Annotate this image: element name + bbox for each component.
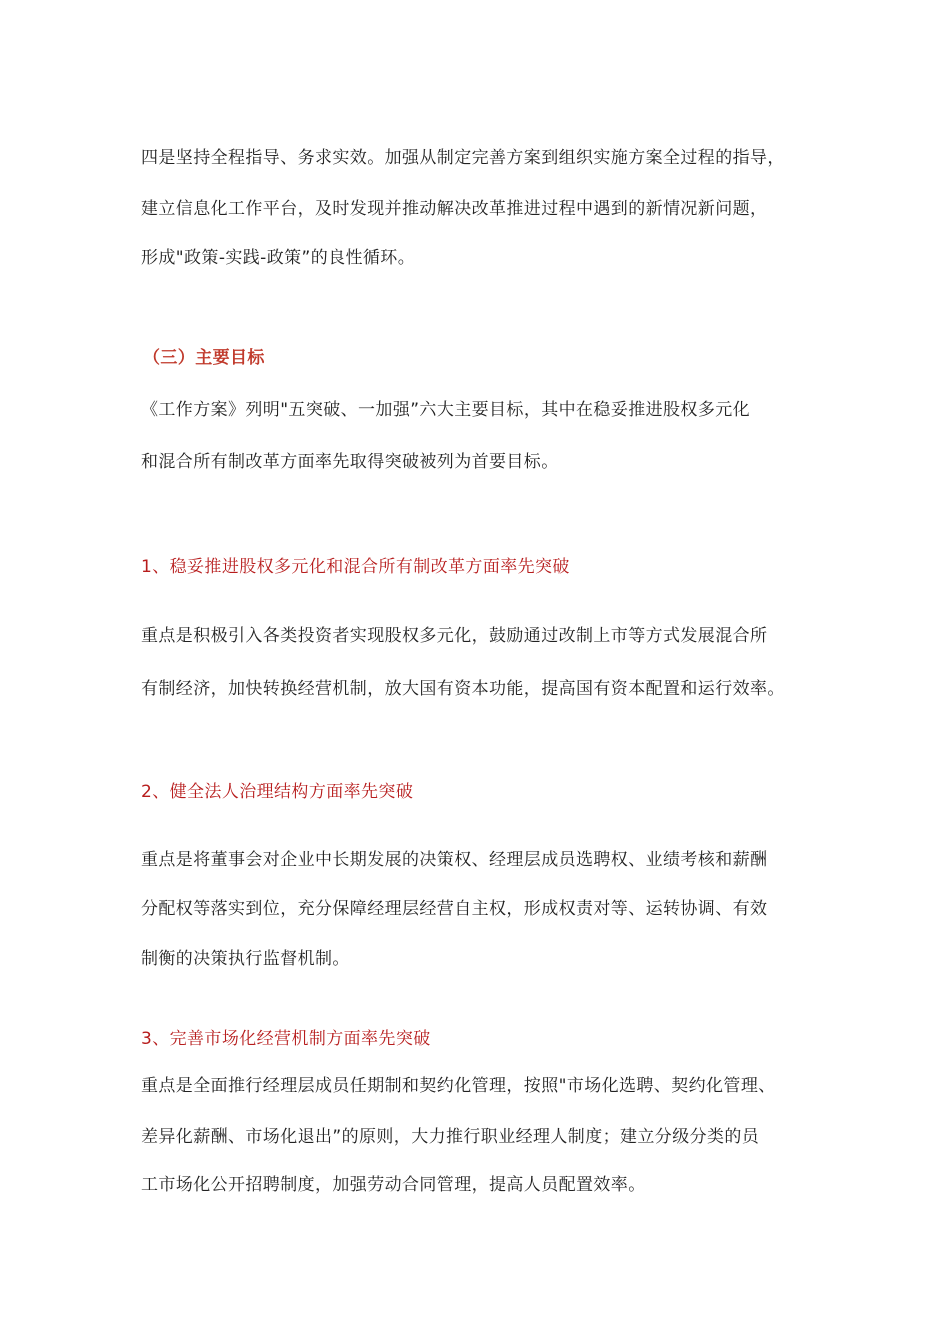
goal-1-heading: 1、稳妥推进股权多元化和混合所有制改革方面率先突破 [141,557,570,577]
section-intro-line-2: 和混合所有制改革方面率先取得突破被列为首要目标。 [141,452,559,472]
goal-2-line-1: 重点是将董事会对企业中长期发展的决策权、经理层成员选聘权、业绩考核和薪酬 [141,850,768,870]
paragraph-four-line-1: 四是坚持全程指导、务求实效。加强从制定完善方案到组织实施方案全过程的指导， [141,148,785,168]
goal-2-line-3: 制衡的决策执行监督机制。 [141,949,350,969]
goal-1-line-2: 有制经济，加快转换经营机制，放大国有资本功能，提高国有资本配置和运行效率。 [141,679,785,699]
goal-2-line-2: 分配权等落实到位，充分保障经理层经营自主权，形成权责对等、运转协调、有效 [141,899,768,919]
section-intro-line-1: 《工作方案》列明"五突破、一加强”六大主要目标，其中在稳妥推进股权多元化 [141,400,751,420]
paragraph-four-line-3: 形成"政策-实践-政策”的良性循环。 [141,248,416,268]
goal-3-heading: 3、完善市场化经营机制方面率先突破 [141,1029,431,1049]
goal-3-line-3: 工市场化公开招聘制度，加强劳动合同管理，提高人员配置效率。 [141,1175,646,1195]
goal-3-line-1: 重点是全面推行经理层成员任期制和契约化管理，按照"市场化选聘、契约化管理、 [141,1076,776,1096]
section-heading: （三）主要目标 [143,348,265,368]
paragraph-four-line-2: 建立信息化工作平台，及时发现并推动解决改革推进过程中遇到的新情况新问题， [141,199,768,219]
goal-2-heading: 2、健全法人治理结构方面率先突破 [141,782,414,802]
goal-3-line-2: 差异化薪酬、市场化退出”的原则，大力推行职业经理人制度；建立分级分类的员 [141,1127,760,1147]
goal-1-line-1: 重点是积极引入各类投资者实现股权多元化，鼓励通过改制上市等方式发展混合所 [141,626,768,646]
